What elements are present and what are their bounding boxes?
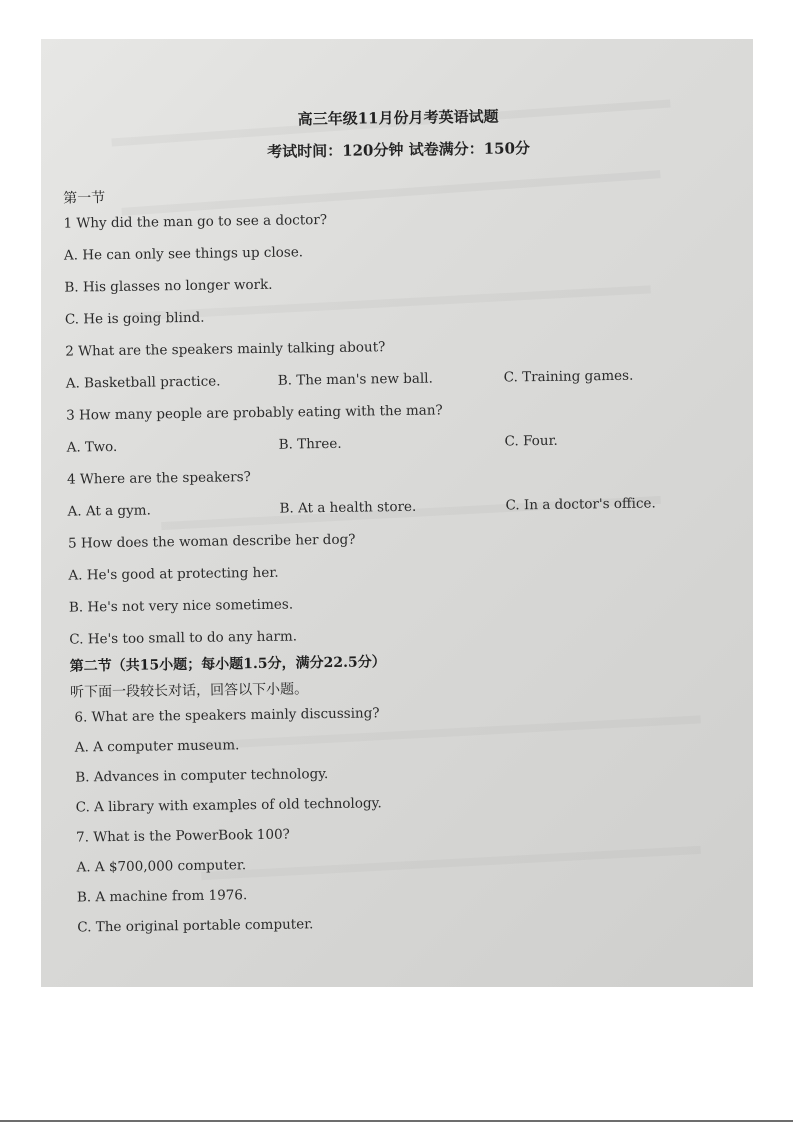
q3-option-c: C. Four.	[504, 432, 558, 450]
q2-option-b: B. The man's new ball.	[277, 370, 433, 389]
page-title: 高三年级11月份月考英语试题	[297, 107, 499, 129]
q3-option-a: A. Two.	[66, 438, 118, 456]
question-3: 3 How many people are probably eating with the man?	[66, 402, 443, 424]
q6-option-a: A. A computer museum.	[74, 737, 240, 756]
q7-option-b: B. A machine from 1976.	[76, 887, 248, 906]
q5-option-b: B. He's not very nice sometimes.	[68, 596, 294, 616]
question-4: 4 Where are the speakers?	[67, 469, 251, 488]
q1-option-c: C. He is going blind.	[64, 309, 205, 328]
exam-content	[41, 39, 753, 987]
q3-option-b: B. Three.	[278, 435, 342, 453]
q7-option-a: A. A $700,000 computer.	[76, 857, 247, 876]
question-5: 5 How does the woman describe her dog?	[67, 531, 356, 552]
q2-option-c: C. Training games.	[503, 367, 634, 386]
question-7: 7. What is the PowerBook 100?	[76, 826, 290, 846]
section-2-instruction: 听下面一段较长对话，回答以下小题。	[69, 681, 309, 701]
q1-option-b: B. His glasses no longer work.	[64, 276, 273, 296]
section-1-heading: 第一节	[63, 190, 106, 207]
q1-option-a: A. He can only see things up close.	[63, 244, 304, 264]
question-1: 1 Why did the man go to see a doctor?	[63, 211, 328, 232]
q5-option-a: A. He's good at protecting her.	[68, 564, 279, 584]
exam-info: 考试时间：120分钟 试卷满分：150分	[266, 139, 531, 161]
question-6: 6. What are the speakers mainly discussing?	[74, 705, 380, 726]
q6-option-c: C. A library with examples of old technology.	[75, 795, 382, 816]
q4-option-c: C. In a doctor's office.	[505, 495, 656, 514]
q6-option-b: B. Advances in computer technology.	[75, 766, 329, 786]
q2-option-a: A. Basketball practice.	[65, 373, 221, 392]
q5-option-c: C. He's too small to do any harm.	[69, 628, 298, 648]
section-2-heading: 第二节（共15小题；每小题1.5分，满分22.5分）	[69, 654, 386, 675]
question-2: 2 What are the speakers mainly talking about?	[65, 339, 386, 360]
q7-option-c: C. The original portable computer.	[77, 916, 314, 936]
q4-option-a: A. At a gym.	[67, 502, 151, 520]
exam-paper-photo	[41, 39, 753, 987]
q4-option-b: B. At a health store.	[279, 498, 417, 517]
